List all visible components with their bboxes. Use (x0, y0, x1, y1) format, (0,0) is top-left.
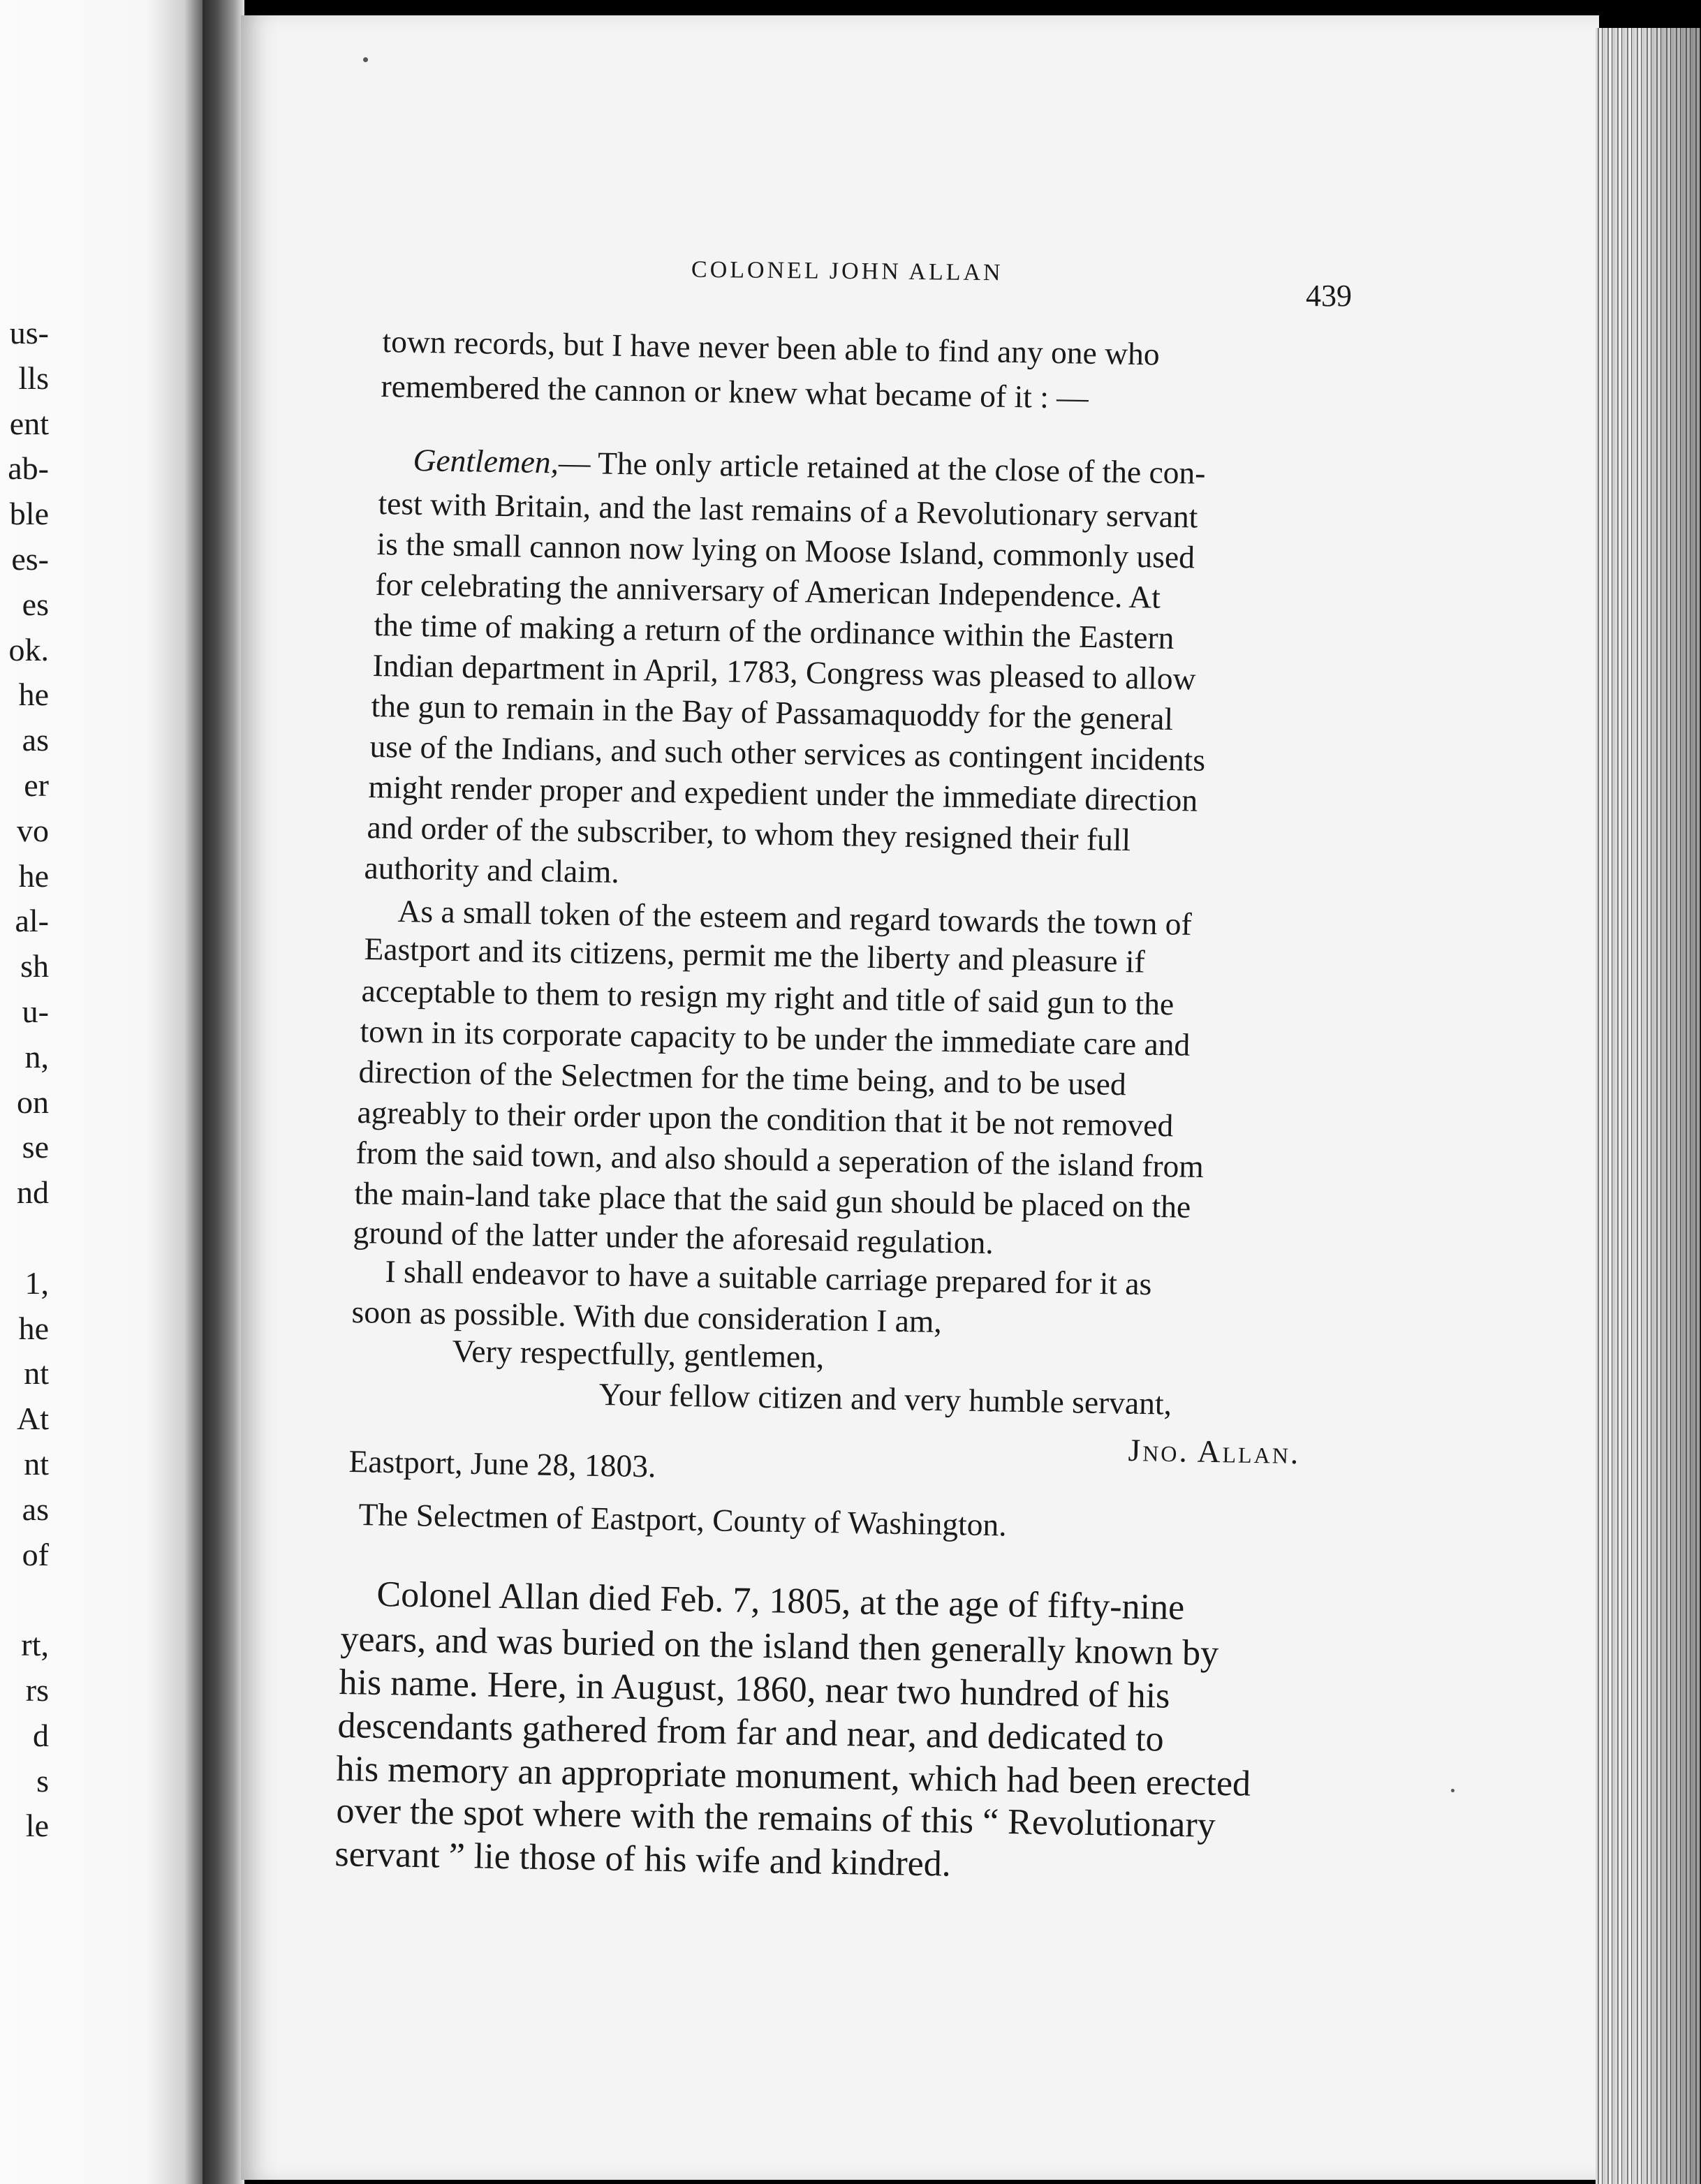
left-page-fragment: on (17, 1084, 49, 1120)
left-page-fragment: he (18, 677, 49, 713)
left-page-fragment: us- (9, 315, 49, 351)
left-page-fragment: 1, (24, 1264, 49, 1301)
left-page-fragment: rt, (21, 1627, 49, 1663)
left-page-fragment: as (22, 1491, 49, 1527)
left-page-fragment: er (24, 767, 49, 803)
text-line: servant ” lie those of his wife and kindred. (334, 1834, 952, 1884)
text-line: descendants gathered from far and near, and dedicated to (337, 1706, 1165, 1759)
left-page-fragment: rs (25, 1672, 49, 1708)
text-line: for celebrating the anniversary of American Independence. At (375, 566, 1161, 615)
left-page-fragment: sh (20, 948, 49, 984)
text-line: his memory an appropriate monument, which had been erected (336, 1749, 1251, 1804)
left-page-fragment: le (25, 1808, 49, 1844)
left-page-fragment: vo (17, 812, 49, 848)
left-page-fragment: as (22, 722, 49, 758)
left-page-fragment: es- (11, 540, 49, 577)
left-page-fragment: lls (18, 360, 49, 396)
text-line: Colonel Allan died Feb. 7, 1805, at the age of fifty-nine (376, 1574, 1185, 1628)
letter-closing-2: Your fellow citizen and very humble servant, (598, 1376, 1172, 1422)
left-page-fragment: of (22, 1536, 49, 1572)
addressee: The Selectmen of Eastport, County of Washington. (358, 1496, 1008, 1543)
text-line: use of the Indians, and such other services as contingent incidents (369, 728, 1206, 778)
left-page-fragment: he (18, 1310, 49, 1346)
left-page-fragment: s (36, 1762, 49, 1799)
text-line: years, and was buried on the island then generally known by (340, 1619, 1219, 1674)
running-head: COLONEL JOHN ALLAN (691, 256, 1003, 286)
left-page-fragment: ent (9, 405, 49, 441)
text-line: town in its corporate capacity to be under the immediate care and (360, 1013, 1191, 1063)
left-page-fragment: n, (24, 1038, 49, 1075)
text-line: the main-land take place that the said gun should be placed on the (354, 1175, 1191, 1225)
left-page-fragment: ok. (8, 631, 49, 667)
text-line: his name. Here, in August, 1860, near two hundred of his (339, 1662, 1170, 1716)
left-page-fragment: al- (15, 903, 49, 939)
left-page-fragment: se (22, 1129, 49, 1165)
left-page-fragment: At (17, 1401, 49, 1437)
text-line: test with Britain, and the last remains of a Revolutionary servant (378, 485, 1198, 535)
left-page-fragment: ble (9, 496, 49, 532)
text-line: over the spot where with the remains of this “ Revolutionary (336, 1791, 1216, 1845)
text-line: from the said town, and also should a seperation of the island from (355, 1135, 1205, 1185)
text-line: authority and claim. (364, 850, 620, 890)
text-line: soon as possible. With due consideration I am, (351, 1294, 943, 1340)
place-date: Eastport, June 28, 1803. (348, 1443, 656, 1484)
text-line: might render proper and expedient under the immediate direction (368, 769, 1198, 818)
letter-closing: Very respectfully, gentlemen, (452, 1333, 825, 1375)
page-number: 439 (1306, 279, 1352, 313)
letter-first-line (413, 444, 1206, 489)
text-line: As a small token of the esteem and regard towards the town of (397, 893, 1193, 942)
text-line: the gun to remain in the Bay of Passamaquoddy for the general (371, 688, 1174, 737)
text-line: agreably to their order upon the condition that it be not removed (357, 1094, 1174, 1144)
text-line: Indian department in April, 1783, Congress was pleased to allow (372, 647, 1196, 697)
text-line: is the small cannon now lying on Moose Island, commonly used (376, 526, 1195, 575)
left-page-fragment: ab- (8, 450, 49, 487)
text-line: the time of making a return of the ordinance within the Eastern (374, 607, 1174, 656)
left-page-fragment: nd (17, 1174, 49, 1211)
text-line: and order of the subscriber, to whom they resigned their full (367, 809, 1131, 858)
text-line: town records, but I have never been able to find any one who (382, 323, 1161, 372)
left-page-fragment: u- (22, 993, 49, 1029)
left-page-fragment: nt (24, 1445, 49, 1482)
text-line: acceptable to them to resign my right and title of said gun to the (361, 973, 1174, 1022)
text-line: remembered the cannon or knew what became of it : — (381, 368, 1089, 415)
text-line: I shall endeavor to have a suitable carriage prepared for it as (385, 1253, 1152, 1302)
signature: Jno. Allan. (1128, 1432, 1301, 1471)
left-page-fragment: nt (24, 1355, 49, 1392)
text-line: Eastport and its citizens, permit me the liberty and pleasure if (364, 931, 1146, 980)
left-page-fragment: d (33, 1717, 49, 1753)
left-page-fragment: he (18, 857, 49, 894)
letter-salutation: Gentlemen, (413, 442, 559, 480)
text-line: direction of the Selectmen for the time being, and to be used (358, 1054, 1127, 1102)
left-page-fragment: es (22, 586, 49, 622)
text-line: ground of the latter under the aforesaid regulation. (353, 1214, 994, 1261)
letter-first-line-text: — The only article retained at the close of the con- (558, 444, 1206, 491)
